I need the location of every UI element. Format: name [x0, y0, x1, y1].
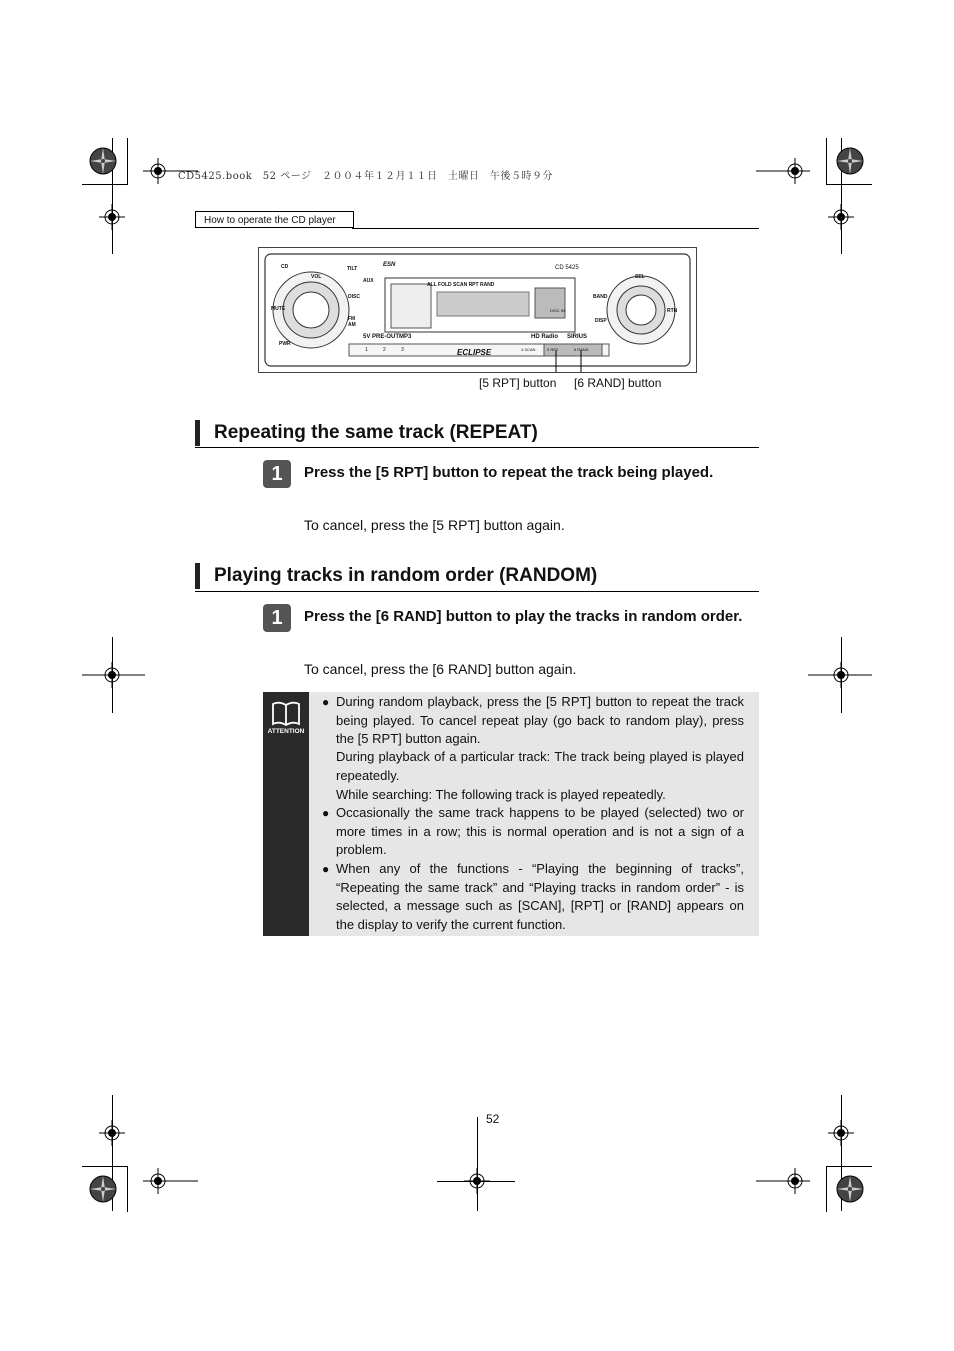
- cancel-note-random: To cancel, press the [6 RAND] button again.: [304, 661, 577, 677]
- attention-note: [322, 804, 744, 860]
- preset-3: 3: [401, 347, 404, 353]
- preset-5-rpt: 5 RPT: [547, 347, 559, 352]
- step-number-badge: 1: [263, 460, 291, 488]
- mute-button-label: MUTE: [271, 306, 286, 312]
- attention-note: [322, 786, 744, 805]
- tilt-button-label: TILT: [347, 266, 358, 272]
- preset-4-scan: 4 SCAN: [521, 347, 536, 352]
- attention-note: [322, 860, 744, 934]
- section-rule: [195, 591, 759, 592]
- vol-label: VOL: [311, 274, 322, 280]
- sirius-badge: SIRIUS: [567, 334, 588, 340]
- preset-1: 1: [365, 347, 368, 353]
- display-indicators: ALL FOLD SCAN RPT RAND: [427, 282, 495, 288]
- disc-button-label: DISC: [348, 294, 360, 300]
- pwr-button-label: PWR: [279, 341, 291, 347]
- fm-am-button-label: FM AM: [348, 316, 356, 328]
- band-button-label: BAND: [593, 294, 608, 300]
- callout-rpt-button: [5 RPT] button: [479, 376, 557, 390]
- callout-rand-button: [6 RAND] button: [574, 376, 662, 390]
- cancel-note-repeat: To cancel, press the [5 RPT] button again.: [304, 517, 565, 533]
- attention-note: [322, 748, 744, 785]
- preset-6-rand: 6 RAND: [574, 347, 589, 352]
- eclipse-logo: ECLIPSE: [457, 348, 492, 357]
- step-instruction-random: Press the [6 RAND] button to play the tracks in random order.: [304, 608, 743, 625]
- cd-player-illustration: [258, 247, 697, 373]
- note-text: While searching: The following track is played repeatedly.: [336, 787, 666, 802]
- note-text: Occasionally the same track happens to be played (selected) two or more times in a row; this is normal operation and is not a sign of a problem.: [336, 805, 744, 857]
- pre-out-badge: 5V PRE-OUT: [363, 334, 400, 340]
- attention-label: ATTENTION: [267, 728, 305, 735]
- cd-button-label: CD: [281, 264, 289, 270]
- bullet-icon: ●: [322, 806, 330, 820]
- bullet-icon: ●: [322, 862, 330, 876]
- model-label: CD 5425: [555, 265, 579, 271]
- step-number-badge: 1: [263, 604, 291, 632]
- note-text: During random playback, press the [5 RPT] button to repeat the track being played. To cancel repeat play (go back to random play), press the [5 RPT] button again.: [336, 694, 744, 746]
- esn-logo: ESN: [383, 262, 396, 268]
- preset-2: 2: [383, 347, 386, 353]
- file-header: CD5425.book 52 ページ ２００４年１２月１１日 土曜日 午後５時９分: [178, 171, 554, 182]
- disp-button-label: DISP: [595, 318, 607, 324]
- section-title-random: Playing tracks in random order (RANDOM): [195, 563, 597, 589]
- aux-button-label: AUX: [363, 278, 374, 284]
- book-icon: [270, 700, 302, 728]
- note-text: When any of the functions - “Playing the beginning of tracks”, “Repeating the same track” and “Playing tracks in random order” - is selected, a message such as [SCAN], [RPT] or [RAND] appears on the display to verify the current function.: [336, 861, 744, 932]
- disc-in-label: DISC IN: [550, 308, 565, 313]
- bullet-icon: ●: [322, 695, 330, 709]
- section-rule: [195, 447, 759, 448]
- sel-button-label: SEL: [635, 274, 645, 280]
- attention-note: [322, 693, 744, 749]
- note-text: During playback of a particular track: The track being played is played repeatedly.: [336, 749, 744, 783]
- section-title-repeat: Repeating the same track (REPEAT): [195, 420, 538, 446]
- hd-radio-badge: HD Radio: [531, 334, 558, 340]
- header-rule: [352, 228, 759, 229]
- rtn-button-label: RTN: [667, 308, 678, 314]
- running-header: How to operate the CD player: [195, 211, 354, 228]
- step-instruction-repeat: Press the [5 RPT] button to repeat the track being played.: [304, 464, 714, 481]
- page-number: 52: [486, 1112, 500, 1126]
- mp3-badge: MP3: [399, 334, 412, 340]
